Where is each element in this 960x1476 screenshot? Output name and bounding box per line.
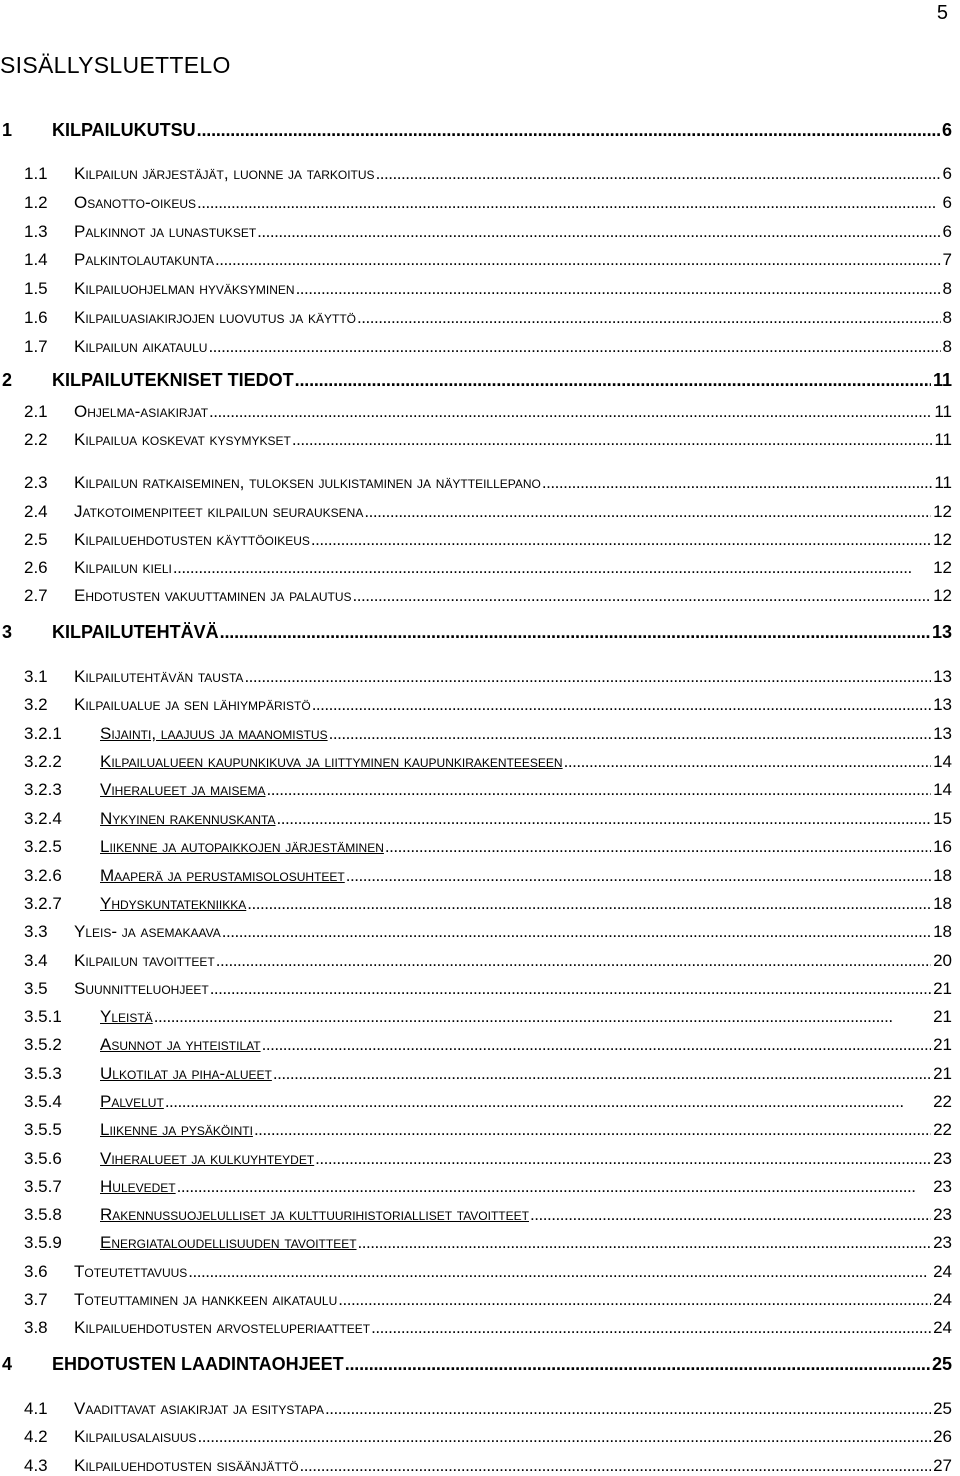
dot-leader xyxy=(358,1233,932,1253)
dot-leader xyxy=(177,1177,931,1197)
dot-leader xyxy=(564,752,932,772)
toc-entry-label: Osanotto-oikeus xyxy=(74,193,197,212)
dot-leader xyxy=(244,667,931,687)
toc-entry-label: Ohjelma-asiakirjat xyxy=(74,402,209,421)
toc-entry-label: Kilpailualueen kaupunkikuva ja liittyminen kaupunkirakenteeseen xyxy=(100,752,563,771)
toc-entry-label: Kilpailualue ja sen lähiympäristö xyxy=(74,695,311,714)
toc-entry-number: 1.3 xyxy=(24,222,48,241)
dot-leader xyxy=(154,1007,931,1027)
toc-entry-number: 1.5 xyxy=(24,279,48,298)
toc-entry-page: 25 xyxy=(933,1399,952,1418)
toc-entry-page: 24 xyxy=(933,1290,952,1309)
toc-entry[interactable] xyxy=(24,1205,952,1225)
toc-entry-page: 21 xyxy=(933,1064,952,1083)
toc-entry[interactable] xyxy=(24,222,952,242)
dot-leader xyxy=(364,502,931,522)
toc-entry-page: 12 xyxy=(933,530,952,549)
toc-entry-number: 3.6 xyxy=(24,1262,48,1281)
toc-entry-label: Kilpailuehdotusten arvosteluperiaatteet xyxy=(74,1318,371,1337)
toc-entry-number: 3.5.2 xyxy=(24,1035,62,1054)
toc-entry-label: Kilpailuohjelman hyväksyminen xyxy=(74,279,295,298)
toc-entry-label: KILPAILUTEKNISET TIEDOT xyxy=(52,370,294,390)
toc-entry[interactable] xyxy=(24,951,952,971)
toc-entry[interactable] xyxy=(24,502,952,522)
toc-entry-label: Ehdotusten vakuuttaminen ja palautus xyxy=(74,586,352,605)
dot-leader xyxy=(215,250,940,270)
toc-entry-page: 23 xyxy=(933,1205,952,1224)
toc-entry-number: 3.2.4 xyxy=(24,809,62,828)
dot-leader xyxy=(329,724,931,744)
toc-entry[interactable] xyxy=(24,894,952,914)
toc-entry-page: 11 xyxy=(932,370,952,390)
toc-entry-number: 3.8 xyxy=(24,1318,48,1337)
toc-entry-page: 6 xyxy=(941,120,952,140)
toc-entry[interactable] xyxy=(24,866,952,886)
toc-entry-number: 3.5.4 xyxy=(24,1092,62,1111)
toc-entry-label: Kilpailuehdotusten sisäänjättö xyxy=(74,1456,299,1475)
dot-leader xyxy=(311,530,931,550)
dot-leader xyxy=(262,1035,932,1055)
toc-entry[interactable] xyxy=(24,308,952,328)
toc-entry-page: 14 xyxy=(933,780,952,799)
dot-leader xyxy=(376,164,941,184)
toc-entry[interactable] xyxy=(24,1456,952,1476)
toc-entry-label: Palvelut xyxy=(100,1092,164,1111)
toc-entry-number: 1.6 xyxy=(24,308,48,327)
toc-entry[interactable] xyxy=(24,1318,952,1338)
toc-entry[interactable] xyxy=(24,402,952,422)
toc-entry-number: 4.1 xyxy=(24,1399,48,1418)
toc-entry-label: Kilpailun ratkaiseminen, tuloksen julkistaminen ja näytteillepano xyxy=(74,473,541,492)
toc-entry-label: KILPAILUKUTSU xyxy=(52,120,196,140)
toc-entry-page: 23 xyxy=(933,1233,952,1252)
dot-leader xyxy=(266,780,931,800)
toc-entry-label: Jatkotoimenpiteet kilpailun seurauksena xyxy=(74,502,364,521)
toc-entry-page: 21 xyxy=(933,979,952,998)
toc-entry[interactable] xyxy=(24,473,952,493)
toc-entry-page: 22 xyxy=(933,1092,952,1111)
toc-entry[interactable] xyxy=(24,279,952,299)
toc-entry-page: 11 xyxy=(934,402,952,421)
dot-leader xyxy=(312,695,931,715)
toc-entry-number: 3.5.1 xyxy=(24,1007,62,1026)
toc-entry-label: Rakennussuojelulliset ja kulttuurihistorialliset tavoitteet xyxy=(100,1205,529,1224)
toc-entry-label: Kilpailuasiakirjojen luovutus ja käyttö xyxy=(74,308,357,327)
toc-entry-number: 1.4 xyxy=(24,250,48,269)
toc-entry-page: 18 xyxy=(933,866,952,885)
toc-entry-label: Toteuttaminen ja hankkeen aikataulu xyxy=(74,1290,338,1309)
toc-entry-number: 3.2.6 xyxy=(24,866,62,885)
page-number: 5 xyxy=(936,2,948,24)
toc-entry[interactable] xyxy=(0,120,952,141)
dot-leader xyxy=(188,1262,931,1282)
toc-entry-page: 13 xyxy=(933,724,952,743)
toc-entry[interactable] xyxy=(24,1262,952,1282)
toc-entry-page: 23 xyxy=(933,1177,952,1196)
dot-leader xyxy=(198,1427,932,1447)
toc-entry-label: Yhdyskuntatekniikka xyxy=(100,894,247,913)
toc-entry-number: 3.5.8 xyxy=(24,1205,62,1224)
toc-entry-page: 21 xyxy=(933,1007,952,1026)
dot-leader xyxy=(315,1149,931,1169)
toc-entry-label: Vaadittavat asiakirjat ja esitystapa xyxy=(74,1399,324,1418)
toc-entry-number: 1.1 xyxy=(24,164,48,183)
toc-entry-page: 18 xyxy=(933,922,952,941)
toc-entry-page: 12 xyxy=(933,558,952,577)
toc-entry-label: KILPAILUTEHTÄVÄ xyxy=(52,622,219,642)
toc-entry[interactable] xyxy=(24,667,952,687)
dot-leader xyxy=(338,1290,931,1310)
toc-entry-number: 2 xyxy=(2,370,13,390)
toc-entry-number: 3.5.7 xyxy=(24,1177,62,1196)
toc-entry-label: Palkintolautakunta xyxy=(74,250,215,269)
toc-entry-number: 4 xyxy=(2,1354,13,1374)
toc-entry-label: Kilpailusalaisuus xyxy=(74,1427,197,1446)
toc-entry[interactable] xyxy=(24,430,952,450)
toc-entry-page: 7 xyxy=(942,250,952,269)
dot-leader xyxy=(353,586,932,606)
dot-leader xyxy=(247,894,931,914)
toc-entry-number: 3.2.5 xyxy=(24,837,62,856)
dot-leader xyxy=(385,837,931,857)
toc-entry-page: 13 xyxy=(933,695,952,714)
toc-entry-label: Maaperä ja perustamisolosuhteet xyxy=(100,866,345,885)
toc-entry-number: 3.2 xyxy=(24,695,48,714)
toc-entry[interactable] xyxy=(24,1007,952,1027)
toc-entry-page: 15 xyxy=(933,809,952,828)
dot-leader xyxy=(346,866,931,886)
toc-entry-label: Palkinnot ja lunastukset xyxy=(74,222,257,241)
toc-entry[interactable] xyxy=(24,558,952,578)
toc-entry-label: Sijainti, laajuus ja maanomistus xyxy=(100,724,328,743)
toc-entry-label: Nykyinen rakennuskanta xyxy=(100,809,276,828)
toc-entry[interactable] xyxy=(24,1177,952,1197)
toc-entry-number: 2.4 xyxy=(24,502,48,521)
toc-entry-page: 13 xyxy=(933,667,952,686)
toc-entry-page: 25 xyxy=(931,1354,952,1374)
toc-entry-number: 3.5 xyxy=(24,979,48,998)
page-title: SISÄLLYSLUETTELO xyxy=(0,52,231,78)
toc-entry-label: Kilpailun tavoitteet xyxy=(74,951,215,970)
toc-entry-number: 3 xyxy=(2,622,13,642)
toc-entry-page: 11 xyxy=(934,473,952,492)
toc-entry-label: Ulkotilat ja piha-alueet xyxy=(100,1064,272,1083)
dot-leader xyxy=(209,402,932,422)
toc-entry[interactable] xyxy=(24,164,952,184)
dot-leader xyxy=(325,1399,931,1419)
toc-entry-page: 8 xyxy=(942,308,952,327)
dot-leader xyxy=(295,370,931,391)
toc-entry-page: 24 xyxy=(933,1262,952,1281)
dot-leader xyxy=(216,951,931,971)
dot-leader xyxy=(222,922,931,942)
toc-entry-number: 4.3 xyxy=(24,1456,48,1475)
toc-entry[interactable] xyxy=(24,1427,952,1447)
toc-entry[interactable] xyxy=(24,1290,952,1310)
toc-entry[interactable] xyxy=(24,837,952,857)
toc-entry-number: 2.5 xyxy=(24,530,48,549)
dot-leader xyxy=(173,558,931,578)
toc-entry-label: Suunnitteluohjeet xyxy=(74,979,209,998)
toc-entry-number: 2.7 xyxy=(24,586,48,605)
toc-entry-page: 24 xyxy=(933,1318,952,1337)
toc-entry-page: 18 xyxy=(933,894,952,913)
toc-entry[interactable] xyxy=(24,193,952,213)
toc-entry-page: 8 xyxy=(942,279,952,298)
toc-entry[interactable] xyxy=(24,695,952,715)
toc-entry[interactable] xyxy=(24,1092,952,1112)
dot-leader xyxy=(254,1120,931,1140)
toc-entry-label: Yleis- ja asemakaava xyxy=(74,922,221,941)
toc-entry[interactable] xyxy=(24,1120,952,1140)
dot-leader xyxy=(276,809,931,829)
toc-entry[interactable] xyxy=(24,1233,952,1253)
toc-entry-page: 23 xyxy=(933,1149,952,1168)
toc-entry[interactable] xyxy=(24,724,952,744)
toc-entry-number: 3.2.7 xyxy=(24,894,62,913)
toc-entry-page: 16 xyxy=(933,837,952,856)
toc-entry-label: Liikenne ja pysäköinti xyxy=(100,1120,253,1139)
toc-entry-page: 12 xyxy=(933,586,952,605)
toc-entry-number: 1.2 xyxy=(24,193,48,212)
toc-entry[interactable] xyxy=(24,1064,952,1084)
toc-entry-label: Asunnot ja yhteistilat xyxy=(100,1035,261,1054)
toc-entry-number: 3.4 xyxy=(24,951,48,970)
toc-entry-number: 3.1 xyxy=(24,667,48,686)
dot-leader xyxy=(292,430,932,450)
toc-entry-page: 12 xyxy=(933,502,952,521)
dot-leader xyxy=(345,1354,930,1375)
toc-entry-number: 3.5.9 xyxy=(24,1233,62,1252)
toc-entry[interactable] xyxy=(24,586,952,606)
toc-entry-number: 3.5.6 xyxy=(24,1149,62,1168)
toc-entry-number: 3.2.1 xyxy=(24,724,62,743)
toc-entry-page: 22 xyxy=(933,1120,952,1139)
toc-entry-label: Yleistä xyxy=(100,1007,153,1026)
dot-leader xyxy=(273,1064,931,1084)
dot-leader xyxy=(300,1456,932,1476)
toc-entry-number: 2.6 xyxy=(24,558,48,577)
toc-entry-number: 3.2.3 xyxy=(24,780,62,799)
toc-entry-label: Kilpailun kieli xyxy=(74,558,172,577)
toc-entry-page: 27 xyxy=(933,1456,952,1475)
dot-leader xyxy=(208,337,940,357)
toc-entry[interactable] xyxy=(24,922,952,942)
toc-entry[interactable] xyxy=(0,622,952,643)
toc-entry-page: 20 xyxy=(933,951,952,970)
toc-entry-number: 1 xyxy=(2,120,13,140)
toc-entry-number: 3.5.3 xyxy=(24,1064,62,1083)
toc-entry-page: 6 xyxy=(942,164,952,183)
dot-leader xyxy=(257,222,940,242)
toc-entry-label: Kilpailutehtävän tausta xyxy=(74,667,244,686)
toc-entry-page: 11 xyxy=(934,430,952,449)
toc-entry-label: Kilpailun järjestäjät, luonne ja tarkoitus xyxy=(74,164,375,183)
toc-entry[interactable] xyxy=(24,979,952,999)
dot-leader xyxy=(357,308,941,328)
toc-entry-page: 26 xyxy=(933,1427,952,1446)
dot-leader xyxy=(165,1092,931,1112)
toc-entry[interactable] xyxy=(0,1354,952,1375)
dot-leader xyxy=(371,1318,931,1338)
toc-entry-page: 21 xyxy=(933,1035,952,1054)
toc-entry-label: EHDOTUSTEN LAADINTAOHJEET xyxy=(52,1354,344,1374)
toc-entry-label: Hulevedet xyxy=(100,1177,176,1196)
toc-entry-number: 3.3 xyxy=(24,922,48,941)
toc-entry-label: Liikenne ja autopaikkojen järjestäminen xyxy=(100,837,384,856)
toc-entry-label: Kilpailun aikataulu xyxy=(74,337,208,356)
toc-entry[interactable] xyxy=(24,337,952,357)
toc-entry-page: 13 xyxy=(931,622,952,642)
toc-entry-number: 3.5.5 xyxy=(24,1120,62,1139)
dot-leader xyxy=(220,622,930,643)
toc-entry[interactable] xyxy=(24,1149,952,1169)
toc-entry-label: Viheralueet ja kulkuyhteydet xyxy=(100,1149,315,1168)
toc-entry[interactable] xyxy=(24,1399,952,1419)
toc-entry[interactable] xyxy=(24,780,952,800)
toc-entry-label: Viheralueet ja maisema xyxy=(100,780,266,799)
dot-leader xyxy=(210,979,931,999)
toc-entry-number: 3.2.2 xyxy=(24,752,62,771)
toc-entry[interactable] xyxy=(24,1035,952,1055)
toc-entry-number: 3.7 xyxy=(24,1290,48,1309)
toc-entry-number: 2.3 xyxy=(24,473,48,492)
toc-entry[interactable] xyxy=(24,809,952,829)
dot-leader xyxy=(542,473,932,493)
toc-entry[interactable] xyxy=(24,250,952,270)
toc-entry[interactable] xyxy=(24,752,952,772)
toc-entry-label: Kilpailuehdotusten käyttöoikeus xyxy=(74,530,310,549)
toc-entry-number: 1.7 xyxy=(24,337,48,356)
toc-entry-page: 14 xyxy=(933,752,952,771)
toc-entry-page: 8 xyxy=(942,337,952,356)
toc-entry-label: Energiataloudellisuuden tavoitteet xyxy=(100,1233,357,1252)
toc-entry-page: 6 xyxy=(942,222,952,241)
dot-leader xyxy=(197,120,940,141)
toc-entry-page: 6 xyxy=(942,193,952,212)
dot-leader xyxy=(296,279,941,299)
toc-entry-number: 4.2 xyxy=(24,1427,48,1446)
toc-entry-label: Kilpailua koskevat kysymykset xyxy=(74,430,291,449)
toc-entry-number: 2.2 xyxy=(24,430,48,449)
dot-leader xyxy=(530,1205,931,1225)
toc-entry[interactable] xyxy=(0,370,952,391)
dot-leader xyxy=(197,193,941,213)
toc-entry-label: Toteutettavuus xyxy=(74,1262,188,1281)
toc-entry-number: 2.1 xyxy=(24,402,48,421)
toc-entry[interactable] xyxy=(24,530,952,550)
